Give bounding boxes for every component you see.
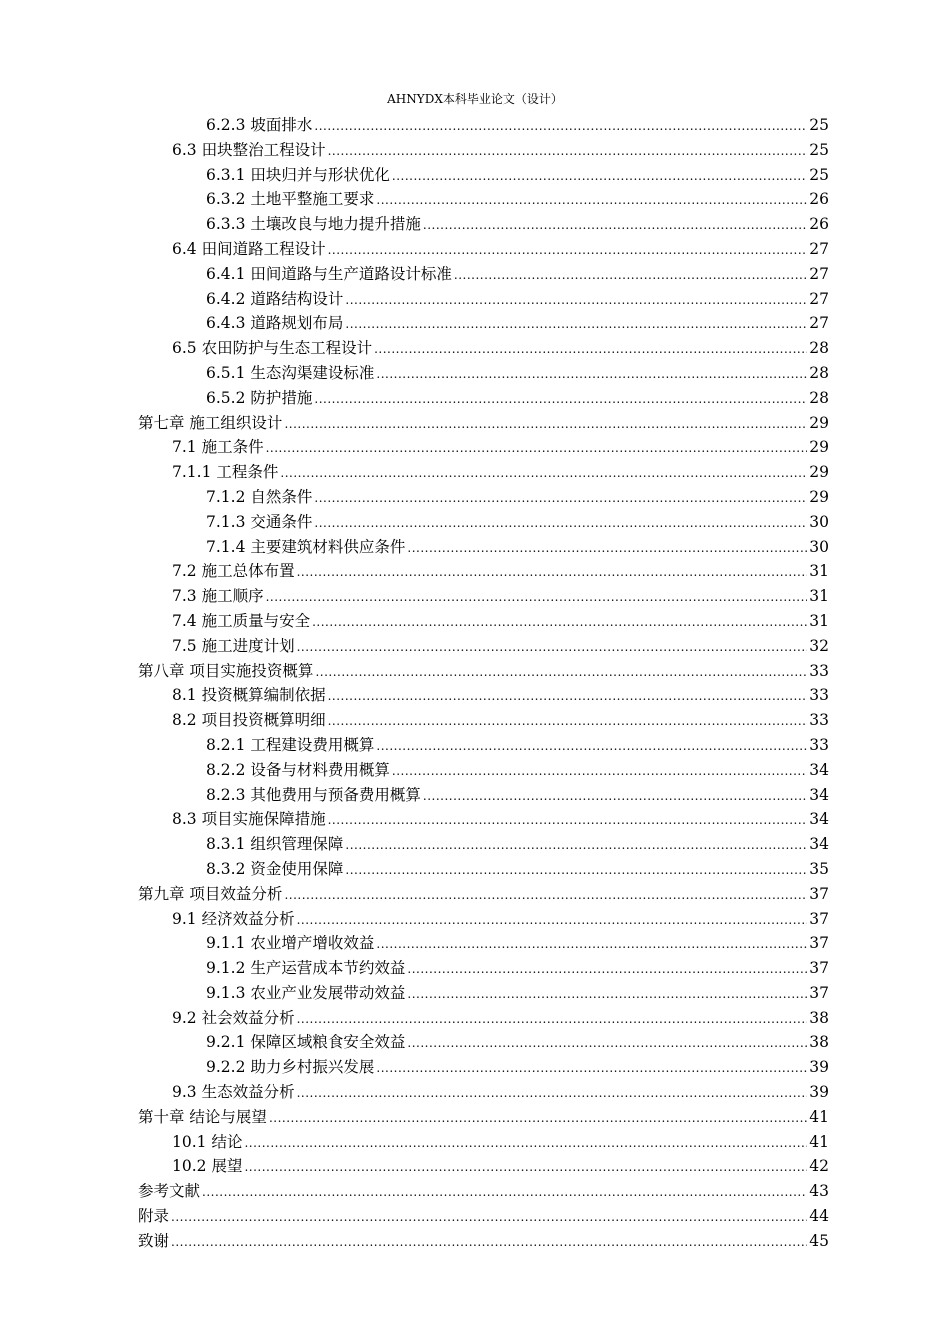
toc-entry[interactable] [138, 1154, 829, 1179]
toc-dot-leader [376, 734, 807, 759]
toc-page-number: 33 [809, 711, 829, 730]
toc-entry-title: 7.3 施工顺序 [172, 587, 264, 606]
toc-page-number: 37 [809, 909, 829, 928]
toc-entry-title: 9.2.1 保障区域粮食安全效益 [206, 1033, 406, 1052]
toc-entry-title: 7.4 施工质量与安全 [172, 611, 311, 630]
toc-entry-title: 8.2.2 设备与材料费用概算 [206, 760, 390, 779]
toc-entry-title: 8.3.1 组织管理保障 [206, 835, 344, 854]
toc-dot-leader [266, 436, 808, 461]
toc-entry[interactable] [138, 832, 829, 857]
toc-entry-title: 第九章 项目效益分析 [138, 884, 283, 903]
toc-page-number: 25 [809, 116, 829, 134]
toc-dot-leader [314, 486, 807, 511]
toc-entry[interactable] [138, 683, 829, 708]
toc-entry[interactable] [138, 386, 829, 411]
toc-dot-leader [392, 164, 807, 189]
toc-page-number: 34 [809, 760, 829, 779]
toc-entry[interactable] [138, 1179, 829, 1204]
toc-dot-leader [312, 610, 807, 635]
toc-entry[interactable] [138, 1030, 829, 1055]
toc-page-number: 37 [809, 934, 829, 953]
toc-dot-leader [328, 684, 808, 709]
toc-entry-title: 6.3.2 土地平整施工要求 [206, 190, 375, 209]
toc-entry-title: 8.3.2 资金使用保障 [206, 859, 344, 878]
toc-dot-leader [297, 908, 808, 933]
toc-entry-title: 7.1 施工条件 [172, 438, 264, 457]
toc-entry[interactable] [138, 535, 829, 560]
toc-entry[interactable] [138, 411, 829, 436]
toc-entry-title: 9.1 经济效益分析 [172, 909, 295, 928]
toc-entry[interactable] [138, 435, 829, 460]
toc-page-number: 28 [809, 388, 829, 407]
toc-entry-title: 7.1.4 主要建筑材料供应条件 [206, 537, 406, 556]
toc-dot-leader [392, 759, 807, 784]
toc-entry[interactable] [138, 1229, 829, 1254]
toc-entry-title: 6.3.3 土壤改良与地力提升措施 [206, 215, 421, 234]
toc-dot-leader [345, 312, 807, 337]
toc-entry[interactable] [138, 237, 829, 262]
toc-page-number: 29 [809, 413, 829, 432]
toc-entry[interactable] [138, 212, 829, 237]
toc-dot-leader [423, 213, 807, 238]
toc-entry[interactable] [138, 857, 829, 882]
toc-dot-leader [407, 982, 807, 1007]
toc-page-number: 30 [809, 512, 829, 531]
toc-entry-title: 第十章 结论与展望 [138, 1107, 267, 1126]
toc-entry-title: 10.1 结论 [172, 1132, 243, 1151]
toc-entry-title: 7.1.2 自然条件 [206, 487, 313, 506]
toc-dot-leader [269, 1106, 807, 1131]
toc-dot-leader [407, 1031, 807, 1056]
toc-entry-title: 6.4.2 道路结构设计 [206, 289, 344, 308]
toc-entry[interactable] [138, 882, 829, 907]
toc-entry-title: 9.1.2 生产运营成本节约效益 [206, 959, 406, 978]
toc-entry[interactable] [138, 510, 829, 535]
toc-page-number: 45 [809, 1231, 829, 1250]
toc-page-number: 31 [809, 611, 829, 630]
toc-entry[interactable] [138, 733, 829, 758]
toc-entry-title: 9.1.3 农业产业发展带动效益 [206, 983, 406, 1002]
toc-dot-leader [328, 709, 808, 734]
toc-dot-leader [202, 1180, 807, 1205]
toc-entry-title: 6.4.1 田间道路与生产道路设计标准 [206, 264, 452, 283]
toc-page-number: 43 [809, 1182, 829, 1201]
toc-dot-leader [284, 412, 807, 437]
toc-entry[interactable] [138, 138, 829, 163]
toc-entry[interactable] [138, 981, 829, 1006]
toc-dot-leader [345, 858, 807, 883]
toc-dot-leader [297, 635, 808, 660]
toc-entry-title: 8.2 项目投资概算明细 [172, 711, 326, 730]
toc-page-number: 27 [809, 314, 829, 333]
toc-entry-title: 6.3.1 田块归并与形状优化 [206, 165, 390, 184]
toc-entry-title: 第七章 施工组织设计 [138, 413, 283, 432]
toc-entry[interactable] [138, 262, 829, 287]
toc-page-number: 26 [809, 190, 829, 209]
toc-entry[interactable] [138, 1080, 829, 1105]
toc-entry[interactable] [138, 559, 829, 584]
toc-page-number: 27 [809, 289, 829, 308]
toc-entry[interactable] [138, 1204, 829, 1229]
toc-page-number: 25 [809, 140, 829, 159]
toc-page-number: 25 [809, 165, 829, 184]
toc-dot-leader [374, 337, 807, 362]
toc-dot-leader [376, 932, 807, 957]
toc-entry[interactable] [138, 460, 829, 485]
toc-dot-leader [345, 833, 807, 858]
toc-page-number: 31 [809, 562, 829, 581]
toc-entry[interactable] [138, 1130, 829, 1155]
toc-entry-title: 9.1.1 农业增产增收效益 [206, 934, 375, 953]
toc-dot-leader [376, 1056, 807, 1081]
toc-entry-title: 8.2.3 其他费用与预备费用概算 [206, 785, 421, 804]
toc-entry-title: 参考文献 [138, 1182, 201, 1201]
toc-dot-leader [328, 139, 808, 164]
toc-dot-leader [423, 784, 807, 809]
toc-entry-title: 10.2 展望 [172, 1157, 243, 1176]
toc-dot-leader [407, 957, 807, 982]
toc-entry-title: 8.2.1 工程建设费用概算 [206, 735, 375, 754]
toc-page-number: 29 [809, 438, 829, 457]
toc-page-number: 27 [809, 264, 829, 283]
toc-entry-title: 第八章 项目实施投资概算 [138, 661, 314, 680]
toc-dot-leader [314, 387, 807, 412]
toc-entry-title: 7.1.3 交通条件 [206, 512, 313, 531]
toc-dot-leader [454, 263, 807, 288]
toc-entry-title: 9.2 社会效益分析 [172, 1008, 295, 1027]
toc-entry-title: 6.4.3 道路规划布局 [206, 314, 344, 333]
toc-entry[interactable] [138, 163, 829, 188]
toc-entry[interactable] [138, 783, 829, 808]
toc-entry[interactable] [138, 807, 829, 832]
toc-entry-title: 9.3 生态效益分析 [172, 1083, 295, 1102]
toc-page-number: 34 [809, 785, 829, 804]
toc-dot-leader [407, 536, 807, 561]
table-of-contents [138, 113, 829, 1254]
toc-page-number: 34 [809, 835, 829, 854]
toc-entry-title: 8.3 项目实施保障措施 [172, 810, 326, 829]
toc-dot-leader [328, 238, 808, 263]
toc-entry[interactable] [138, 113, 829, 138]
toc-page-number: 26 [809, 215, 829, 234]
toc-entry[interactable] [138, 1105, 829, 1130]
toc-dot-leader [315, 660, 807, 685]
toc-page-number: 39 [809, 1058, 829, 1077]
toc-page-number: 44 [809, 1207, 829, 1226]
toc-dot-leader [328, 808, 808, 833]
toc-dot-leader [297, 1007, 808, 1032]
toc-page-number: 32 [809, 636, 829, 655]
toc-page-number: 38 [809, 1008, 829, 1027]
toc-entry-title: 6.5.2 防护措施 [206, 388, 313, 407]
toc-page-number: 38 [809, 1033, 829, 1052]
toc-entry[interactable] [138, 758, 829, 783]
toc-page-number: 29 [809, 487, 829, 506]
toc-dot-leader [314, 114, 807, 139]
toc-dot-leader [297, 1081, 808, 1106]
toc-dot-leader [266, 585, 808, 610]
toc-entry-title: 6.4 田间道路工程设计 [172, 239, 326, 258]
toc-page-number: 31 [809, 587, 829, 606]
toc-entry[interactable] [138, 311, 829, 336]
toc-page-number: 37 [809, 884, 829, 903]
toc-entry-title: 6.3 田块整治工程设计 [172, 140, 326, 159]
toc-entry-title: 6.5 农田防护与生态工程设计 [172, 339, 373, 358]
toc-page-number: 30 [809, 537, 829, 556]
toc-entry-title: 7.5 施工进度计划 [172, 636, 295, 655]
toc-entry-title: 致谢 [138, 1231, 170, 1250]
toc-page-number: 35 [809, 859, 829, 878]
toc-entry[interactable] [138, 336, 829, 361]
toc-entry-title: 7.2 施工总体布置 [172, 562, 295, 581]
toc-entry[interactable] [138, 907, 829, 932]
toc-page-number: 39 [809, 1083, 829, 1102]
toc-dot-leader [297, 560, 808, 585]
toc-entry-title: 7.1.1 工程条件 [172, 463, 279, 482]
toc-entry[interactable] [138, 485, 829, 510]
toc-entry-title: 9.2.2 助力乡村振兴发展 [206, 1058, 375, 1077]
toc-page-number: 34 [809, 810, 829, 829]
toc-page-number: 41 [809, 1132, 829, 1151]
toc-entry[interactable] [138, 609, 829, 634]
toc-entry[interactable] [138, 931, 829, 956]
toc-page-number: 33 [809, 686, 829, 705]
toc-entry[interactable] [138, 187, 829, 212]
toc-entry[interactable] [138, 956, 829, 981]
toc-entry[interactable] [138, 361, 829, 386]
toc-entry[interactable] [138, 287, 829, 312]
toc-dot-leader [244, 1155, 807, 1180]
toc-entry-title: 6.5.1 生态沟渠建设标准 [206, 363, 375, 382]
toc-entry-title: 附录 [138, 1207, 170, 1226]
toc-dot-leader [171, 1205, 807, 1230]
page-header: AHNYDX本科毕业论文（设计） [387, 92, 563, 106]
toc-entry[interactable] [138, 708, 829, 733]
toc-dot-leader [284, 883, 807, 908]
toc-entry[interactable] [138, 659, 829, 684]
toc-page-number: 28 [809, 363, 829, 382]
toc-dot-leader [244, 1131, 807, 1156]
toc-entry[interactable] [138, 1006, 829, 1031]
toc-entry-title: 6.2.3 坡面排水 [206, 116, 313, 134]
toc-page-number: 37 [809, 959, 829, 978]
toc-dot-leader [376, 362, 807, 387]
toc-dot-leader [171, 1230, 807, 1255]
toc-page-number: 42 [809, 1157, 829, 1176]
toc-dot-leader [345, 288, 807, 313]
toc-page-number: 27 [809, 239, 829, 258]
toc-dot-leader [376, 188, 807, 213]
toc-entry[interactable] [138, 584, 829, 609]
toc-page-number: 28 [809, 339, 829, 358]
toc-entry[interactable] [138, 1055, 829, 1080]
toc-dot-leader [314, 511, 807, 536]
toc-page-number: 37 [809, 983, 829, 1002]
toc-page-number: 33 [809, 661, 829, 680]
toc-dot-leader [280, 461, 807, 486]
toc-entry[interactable] [138, 634, 829, 659]
toc-page-number: 33 [809, 735, 829, 754]
toc-page-number: 29 [809, 463, 829, 482]
toc-page-number: 41 [809, 1107, 829, 1126]
toc-entry-title: 8.1 投资概算编制依据 [172, 686, 326, 705]
